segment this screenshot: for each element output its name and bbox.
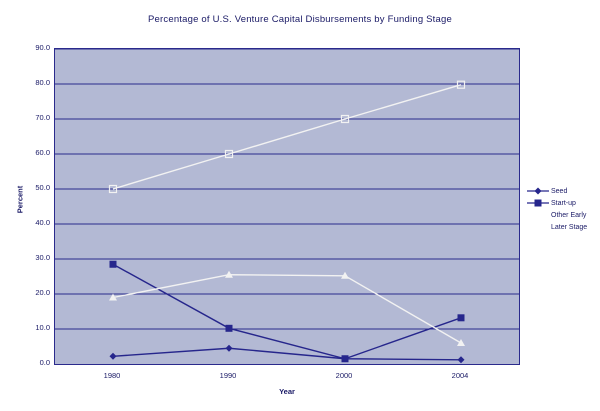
legend-item[interactable]: [527, 185, 597, 197]
y-tick-label: 30.0: [35, 253, 50, 262]
legend-label: Later Stage: [551, 223, 588, 231]
y-tick-label: 80.0: [35, 78, 50, 87]
x-tick-label: 2000: [335, 371, 353, 380]
y-tick-label: 90.0: [35, 43, 50, 52]
legend-marker-icon: [527, 198, 549, 208]
legend-label: Start-up: [551, 199, 576, 207]
series-later-stage: [110, 81, 465, 192]
legend-item[interactable]: [527, 197, 597, 209]
y-axis-title: Percent: [15, 185, 25, 214]
gridlines: [55, 49, 519, 329]
plot-area: [54, 48, 520, 365]
series-layer: [109, 81, 465, 363]
y-tick-label: 20.0: [35, 288, 50, 297]
legend-marker-icon: [527, 186, 549, 196]
legend-label: Seed: [551, 187, 568, 195]
legend-marker-icon: [527, 222, 549, 232]
y-tick-label: 60.0: [35, 148, 50, 157]
chart-legend: [527, 185, 597, 233]
legend-item[interactable]: [527, 209, 597, 221]
y-tick-label: 40.0: [35, 218, 50, 227]
legend-marker-icon: [527, 210, 549, 220]
legend-item[interactable]: [527, 221, 597, 233]
x-tick-label: 1990: [219, 371, 237, 380]
x-tick-label: 1980: [103, 371, 121, 380]
x-axis-title: Year: [279, 387, 295, 396]
series-seed: [110, 345, 465, 364]
chart-title: Percentage of U.S. Venture Capital Disbursements by Funding Stage: [148, 14, 452, 25]
chart-svg: [55, 49, 519, 364]
y-tick-label: 50.0: [35, 183, 50, 192]
legend-label: Other Early: [551, 211, 587, 219]
y-tick-label: 70.0: [35, 113, 50, 122]
y-tick-label: 10.0: [35, 323, 50, 332]
x-tick-label: 2004: [451, 371, 469, 380]
y-tick-label: 0.0: [39, 358, 50, 367]
